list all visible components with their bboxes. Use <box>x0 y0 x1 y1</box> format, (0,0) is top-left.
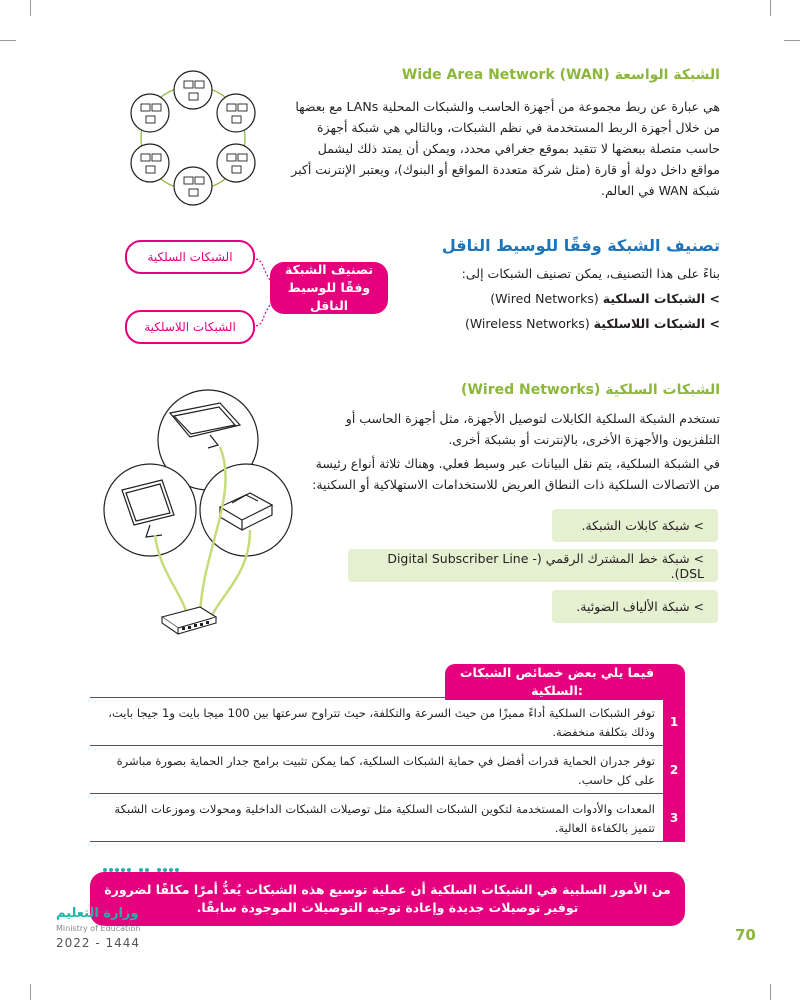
wired-networks-pill: الشبكات السلكية <box>125 240 255 274</box>
classification-intro: بناءً على هذا التصنيف، يمكن تصنيف الشبكات إلى: <box>461 266 720 281</box>
table-row <box>90 794 685 842</box>
item-wired-en: (Wired Networks) <box>490 291 603 306</box>
negative-note-box: من الأمور السلبية في الشبكات السلكية أن عملية توسيع هذه الشبكات يُعدُّ أمرًا مكلفًا لضرورة توفير توصيلات جديدة وإعادة توجيه التوصيلات الموجودة سابقًا. <box>90 872 685 926</box>
wired-paragraph-2: في الشبكة السلكية، يتم نقل البيانات عبر وسيط فعلي. وهناك ثلاثة أنواع رئيسة من الاتصالات السلكية ذات النطاق العريض للاستخدامات الاستهلاكية أو السكنية: <box>312 456 720 492</box>
classification-heading: تصنيف الشبكة وفقًا للوسيط الناقل <box>441 236 720 255</box>
table-row <box>90 746 685 794</box>
edition-year: 2022 - 1444 <box>56 936 141 950</box>
features-table <box>90 697 685 842</box>
classification-item-wired <box>400 288 720 309</box>
crop-mark <box>784 40 800 41</box>
wan-heading: الشبكة الواسعة Wide Area Network (WAN) <box>401 67 720 83</box>
wired-heading: الشبكات السلكية (Wired Networks) <box>461 382 720 398</box>
wired-devices-illustration <box>100 385 300 640</box>
row-number: 3 <box>663 794 685 841</box>
crop-mark <box>770 0 771 16</box>
row-text: توفر الشبكات السلكية أداءً مميزًا من حيث السرعة والتكلفة، حيث تتراوح سرعتها بين 100 ميجا بايت و1 جيجا بايت، وذلك بتكلفة منخفضة. <box>108 706 655 739</box>
wired-type-fiber: > شبكة الألياف الضوئية. <box>552 590 718 623</box>
features-header: فيما يلي بعض خصائص الشبكات السلكية: <box>445 664 685 700</box>
row-text: توفر جدران الحماية قدرات أفضل في حماية الشبكات السلكية، كما يمكن تثبيت برامج جدار الحماية بصورة مباشرة على كل حاسب. <box>116 754 655 787</box>
ministry-name-ar: وزارة التعليم <box>56 906 139 921</box>
crop-mark <box>30 0 31 16</box>
row-number: 1 <box>663 698 685 745</box>
table-row <box>90 698 685 746</box>
row-text: المعدات والأدوات المستخدمة لتكوين الشبكات السلكية مثل توصيلات الشبكات الداخلية ومحولات وموزعات الشبكة تتميز بالكفاءة العالية. <box>114 802 655 835</box>
classification-item-wireless <box>400 313 720 334</box>
row-number: 2 <box>663 746 685 793</box>
classification-center-box: تصنيف الشبكة وفقًا للوسيط الناقل <box>270 262 388 314</box>
crop-mark <box>0 40 16 41</box>
wan-network-illustration <box>118 68 268 208</box>
wireless-networks-pill: الشبكات اللاسلكية <box>125 310 255 344</box>
crop-mark <box>30 984 31 1000</box>
wired-type-cable: > شبكة كابلات الشبكة. <box>552 509 718 542</box>
item-wired-label: > الشبكات السلكية <box>602 291 720 306</box>
item-wireless-label: > الشبكات اللاسلكية <box>593 316 720 331</box>
wired-type-dsl: > شبكة خط المشترك الرقمي (Digital Subscriber Line - DSL). <box>348 549 718 582</box>
page-number: 70 <box>735 926 756 944</box>
wan-body: هي عبارة عن ربط مجموعة من أجهزة الحاسب والشبكات المحلية LANs مع بعضها من خلال أجهزة الربط المستخدمة في نظم الشبكات، وبالتالي هي شبكة أجهزة حاسب متصلة ببعضها لا تتقيد بموقع جغرافي محدد، ويمكن أن يمتد ذلك ليشمل مواقع داخل دولة أو قارة (مثل شركة متعددة المواقع أو البنوك)، ويعتبر الإنترنت أكبر شبكة WAN في العالم. <box>291 99 720 198</box>
wired-paragraph-1: تستخدم الشبكة السلكية الكابلات لتوصيل الأجهزة، مثل أجهزة الحاسب أو التلفزيون والأجهزة الأخرى، بالإنترنت أو بشبكة أخرى. <box>345 411 720 447</box>
ministry-name-en: Ministry of Education <box>56 924 141 933</box>
crop-mark <box>770 984 771 1000</box>
item-wireless-en: (Wireless Networks) <box>464 316 594 331</box>
